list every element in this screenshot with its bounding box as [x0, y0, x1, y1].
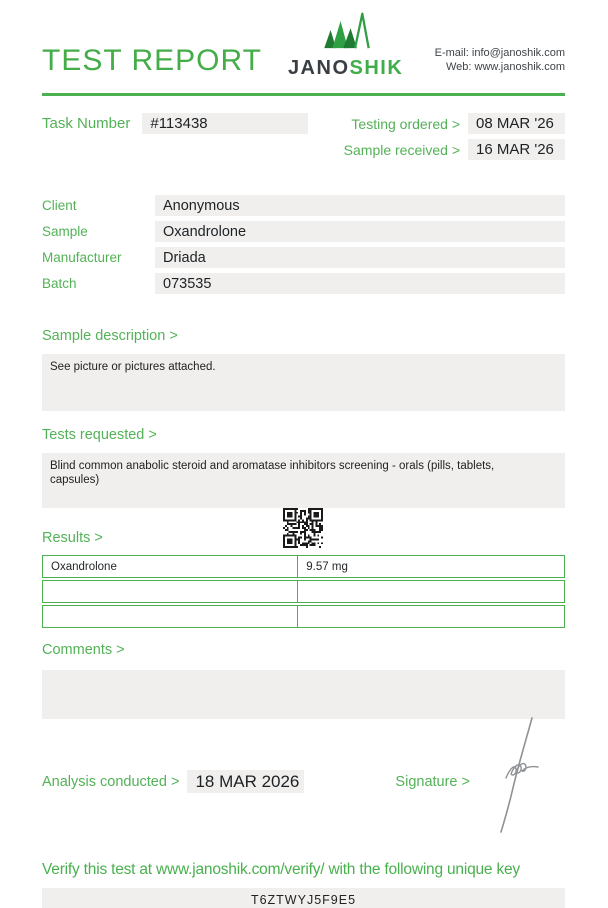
sample-received-value: 16 MAR '26	[468, 139, 565, 160]
verify-instruction: Verify this test at www.janoshik.com/verify/ with the following unique key	[42, 861, 520, 878]
comments-heading: Comments >	[42, 642, 125, 658]
analysis-section	[42, 770, 565, 793]
result-value: 9.57 mg	[306, 560, 348, 573]
analysis-conducted-value: 18 MAR 2026	[187, 770, 304, 793]
header-divider	[42, 93, 565, 96]
testing-ordered-value: 08 MAR '26	[468, 113, 565, 134]
result-value	[298, 581, 564, 602]
sample-meta	[42, 195, 565, 294]
result-value	[298, 606, 564, 627]
comments-box	[42, 670, 565, 719]
logo-wordmark	[288, 58, 403, 78]
meta-row-batch	[42, 273, 565, 294]
manufacturer-label: Manufacturer	[42, 250, 122, 265]
sample-description-box	[42, 354, 565, 411]
task-number-row	[42, 113, 308, 134]
table-row	[42, 580, 565, 603]
contact-info	[435, 46, 565, 78]
sample-received-label: Sample received >	[343, 141, 460, 158]
tests-requested-heading: Tests requested >	[42, 427, 157, 443]
page-title: TEST REPORT	[42, 44, 262, 77]
sample-value: Oxandrolone	[155, 221, 565, 242]
results-header	[42, 508, 565, 552]
manufacturer-value: Driada	[155, 247, 565, 268]
contact-web: Web: www.janoshik.com	[445, 61, 565, 73]
task-section	[42, 113, 565, 160]
testing-ordered-row	[344, 113, 565, 134]
table-row	[42, 605, 565, 628]
header	[42, 12, 565, 78]
logo-part-dark: JANO	[287, 57, 350, 79]
sample-label: Sample	[42, 224, 88, 239]
analysis-conducted-label: Analysis conducted >	[42, 773, 180, 790]
table-row	[42, 555, 565, 578]
verification-key: T6ZTWYJ5F9E5	[42, 888, 565, 908]
dates-block	[344, 113, 565, 160]
task-number-value: #113438	[142, 113, 308, 134]
meta-row-sample	[42, 221, 565, 242]
client-value: Anonymous	[155, 195, 565, 216]
janoshik-logo	[288, 10, 403, 78]
contact-email: E-mail: info@janoshik.com	[434, 47, 565, 59]
chart-peaks-icon	[317, 10, 375, 55]
task-number-label: Task Number	[42, 115, 131, 132]
tests-requested-text: Blind common anabolic steroid and aromatase inhibitors screening - orals (pills, tablets, capsules)	[50, 460, 495, 486]
sample-received-row	[344, 139, 565, 160]
qr-code	[283, 508, 323, 548]
signature-label: Signature >	[395, 773, 470, 790]
meta-row-client	[42, 195, 565, 216]
sample-description-text: See picture or pictures attached.	[50, 361, 216, 373]
results-table	[42, 555, 565, 628]
result-name	[43, 606, 298, 627]
testing-ordered-label: Testing ordered >	[351, 115, 460, 132]
tests-requested-box	[42, 453, 565, 508]
batch-value: 073535	[155, 273, 565, 294]
client-label: Client	[42, 198, 77, 213]
result-name	[43, 581, 298, 602]
meta-row-manufacturer	[42, 247, 565, 268]
sample-description-heading: Sample description >	[42, 328, 178, 344]
result-name: Oxandrolone	[43, 556, 298, 577]
logo-part-green: SHIK	[349, 57, 404, 79]
signature-scribble	[488, 714, 550, 836]
results-heading: Results >	[42, 530, 103, 546]
batch-label: Batch	[42, 276, 77, 291]
